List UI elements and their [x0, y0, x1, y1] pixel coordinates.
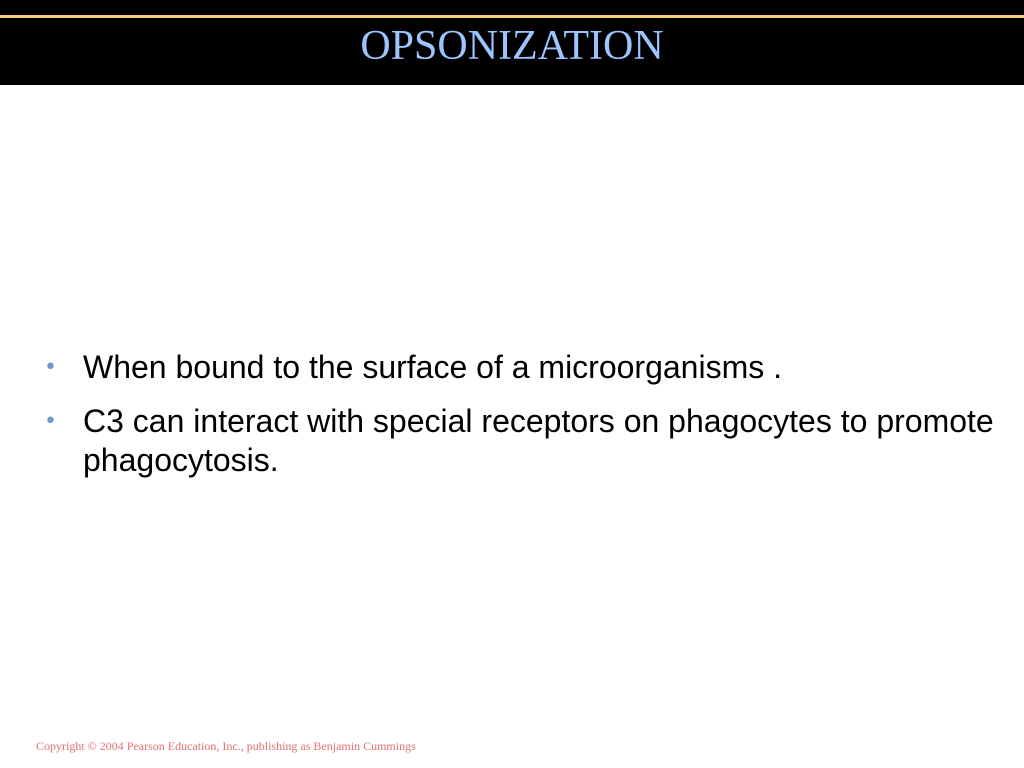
copyright-footer: Copyright © 2004 Pearson Education, Inc., publishing as Benjamin Cummings — [36, 739, 416, 753]
bullet-list — [42, 348, 1002, 495]
title-rule — [0, 15, 1024, 18]
bullet-text: When bound to the surface of a microorganisms . — [83, 349, 783, 385]
bullet-icon: • — [44, 409, 57, 434]
slide-title: OPSONIZATION — [360, 23, 664, 69]
bullet-text: C3 can interact with special receptors on phagocytes to promote phagocytosis. — [83, 403, 994, 478]
bullet-item — [42, 348, 1002, 387]
bullet-item — [42, 402, 1002, 480]
title-bar — [0, 0, 1024, 85]
bullet-icon: • — [44, 355, 57, 380]
